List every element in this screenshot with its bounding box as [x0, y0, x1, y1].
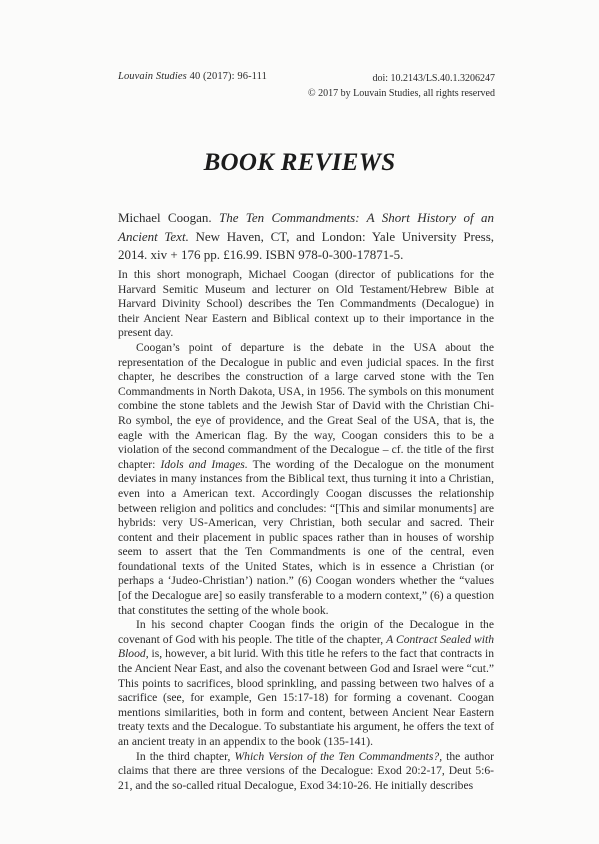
citation-title: The Ten Commandments: A Short History of an Ancient Text. — [118, 210, 494, 244]
citation-publication: New Haven, CT, and London: Yale University Press, 2014. xiv + 176 pp. £16.99. ISBN 978-0-300-17871-5. — [118, 228, 495, 262]
running-header-left — [118, 71, 267, 82]
paragraph-text: the author claims that there are three versions of the Decalogue: Exod 20:2-17, Deut 5:6-21, and the so-called ritual Decalogue, Exod 34:10-26. He initially describes — [118, 749, 495, 792]
paragraph — [118, 341, 494, 618]
copyright-text: © 2017 by Louvain Studies, all rights reserved — [307, 88, 495, 99]
book-citation — [118, 209, 494, 265]
review-body — [118, 268, 494, 793]
section-title: BOOK REVIEWS — [203, 149, 396, 176]
chapter-title-italic: Idols and Images. — [160, 457, 248, 471]
doi-text: doi: 10.2143/LS.40.1.3206247 — [372, 73, 495, 84]
paragraph-text: is, however, a bit lurid. With this title he refers to the fact that contracts in the Ancient Near East, and also the covenant between God and Israel were “cut.” This points to sacrifices, blood sprinkling, and passing between two halves of a sacrifice (see, for example, Gen 15:17-18) for forming a covenant. Coogan mentions similarities, both in form and content, between Ancient Near Eastern treaty texts and the Decalogue. To substantiate his argument, he offers the text of an ancient treaty in an appendix to the book (135-141). — [118, 647, 494, 748]
running-header-right — [308, 71, 495, 101]
paragraph — [118, 268, 494, 341]
paragraph-text: The wording of the Decalogue on the monument deviates in many instances from the Biblical text, thus turning it into a Christian, even into a American text. Accordingly Coogan discusses the relationship between religion and politics and concludes: “[This and similar monuments] are hybrids: very US-American, very Christian, both secular and sacred. Their content and their placement in public spaces rather than in houses of worship seem to assert that the Ten Commandments is one of the central, even foundational texts of the United States, which is in essence a Christian (or perhaps a ‘Judeo-Christian’) nation.” (6) Coogan wonders whether the “values [of the Decalogue are] so easily transferable to a modern context,” (6) a question that constitutes the setting of the whole book. — [118, 457, 494, 617]
journal-name: Louvain Studies — [118, 71, 187, 82]
citation-author: Michael Coogan. — [118, 210, 212, 225]
volume-info: 40 (2017): 96-111 — [189, 71, 267, 82]
paragraph-text: Coogan’s point of departure is the debate in the USA about the representation of the Decalogue in public and even judicial spaces. In the first chapter, he describes the construction of a large carved stone with the Ten Commandments in North Dakota, USA, in 1956. The symbols on this monument combine the stone tablets and the Jewish Star of David with the Christian Chi-Ro symbol, the eye of providence, and the Great Seal of the USA, that is, the eagle with the American flag. By the way, Coogan considers this to be a violation of the second commandment of the Decalogue – cf. the title of the first chapter: — [118, 340, 494, 471]
paragraph-text: In the third chapter, — [136, 749, 235, 763]
paragraph-text: In his second chapter Coogan finds the origin of the Decalogue in the covenant of God with his people. The title of the chapter, — [118, 618, 494, 646]
paragraph — [118, 750, 494, 794]
chapter-title-italic: A Contract Sealed with Blood, — [118, 632, 494, 661]
paragraph — [118, 618, 494, 749]
paragraph-text: In this short monograph, Michael Coogan (director of publications for the Harvard Semitic Museum and lecturer on Old Testament/Hebrew Bible at Harvard Divinity School) describes the Ten Commandments (Decalogue) in their Ancient Near Eastern and Biblical context up to their importance in the present day. — [118, 268, 494, 340]
chapter-title-italic: Which Version of the Ten Commandments?, — [234, 749, 443, 763]
